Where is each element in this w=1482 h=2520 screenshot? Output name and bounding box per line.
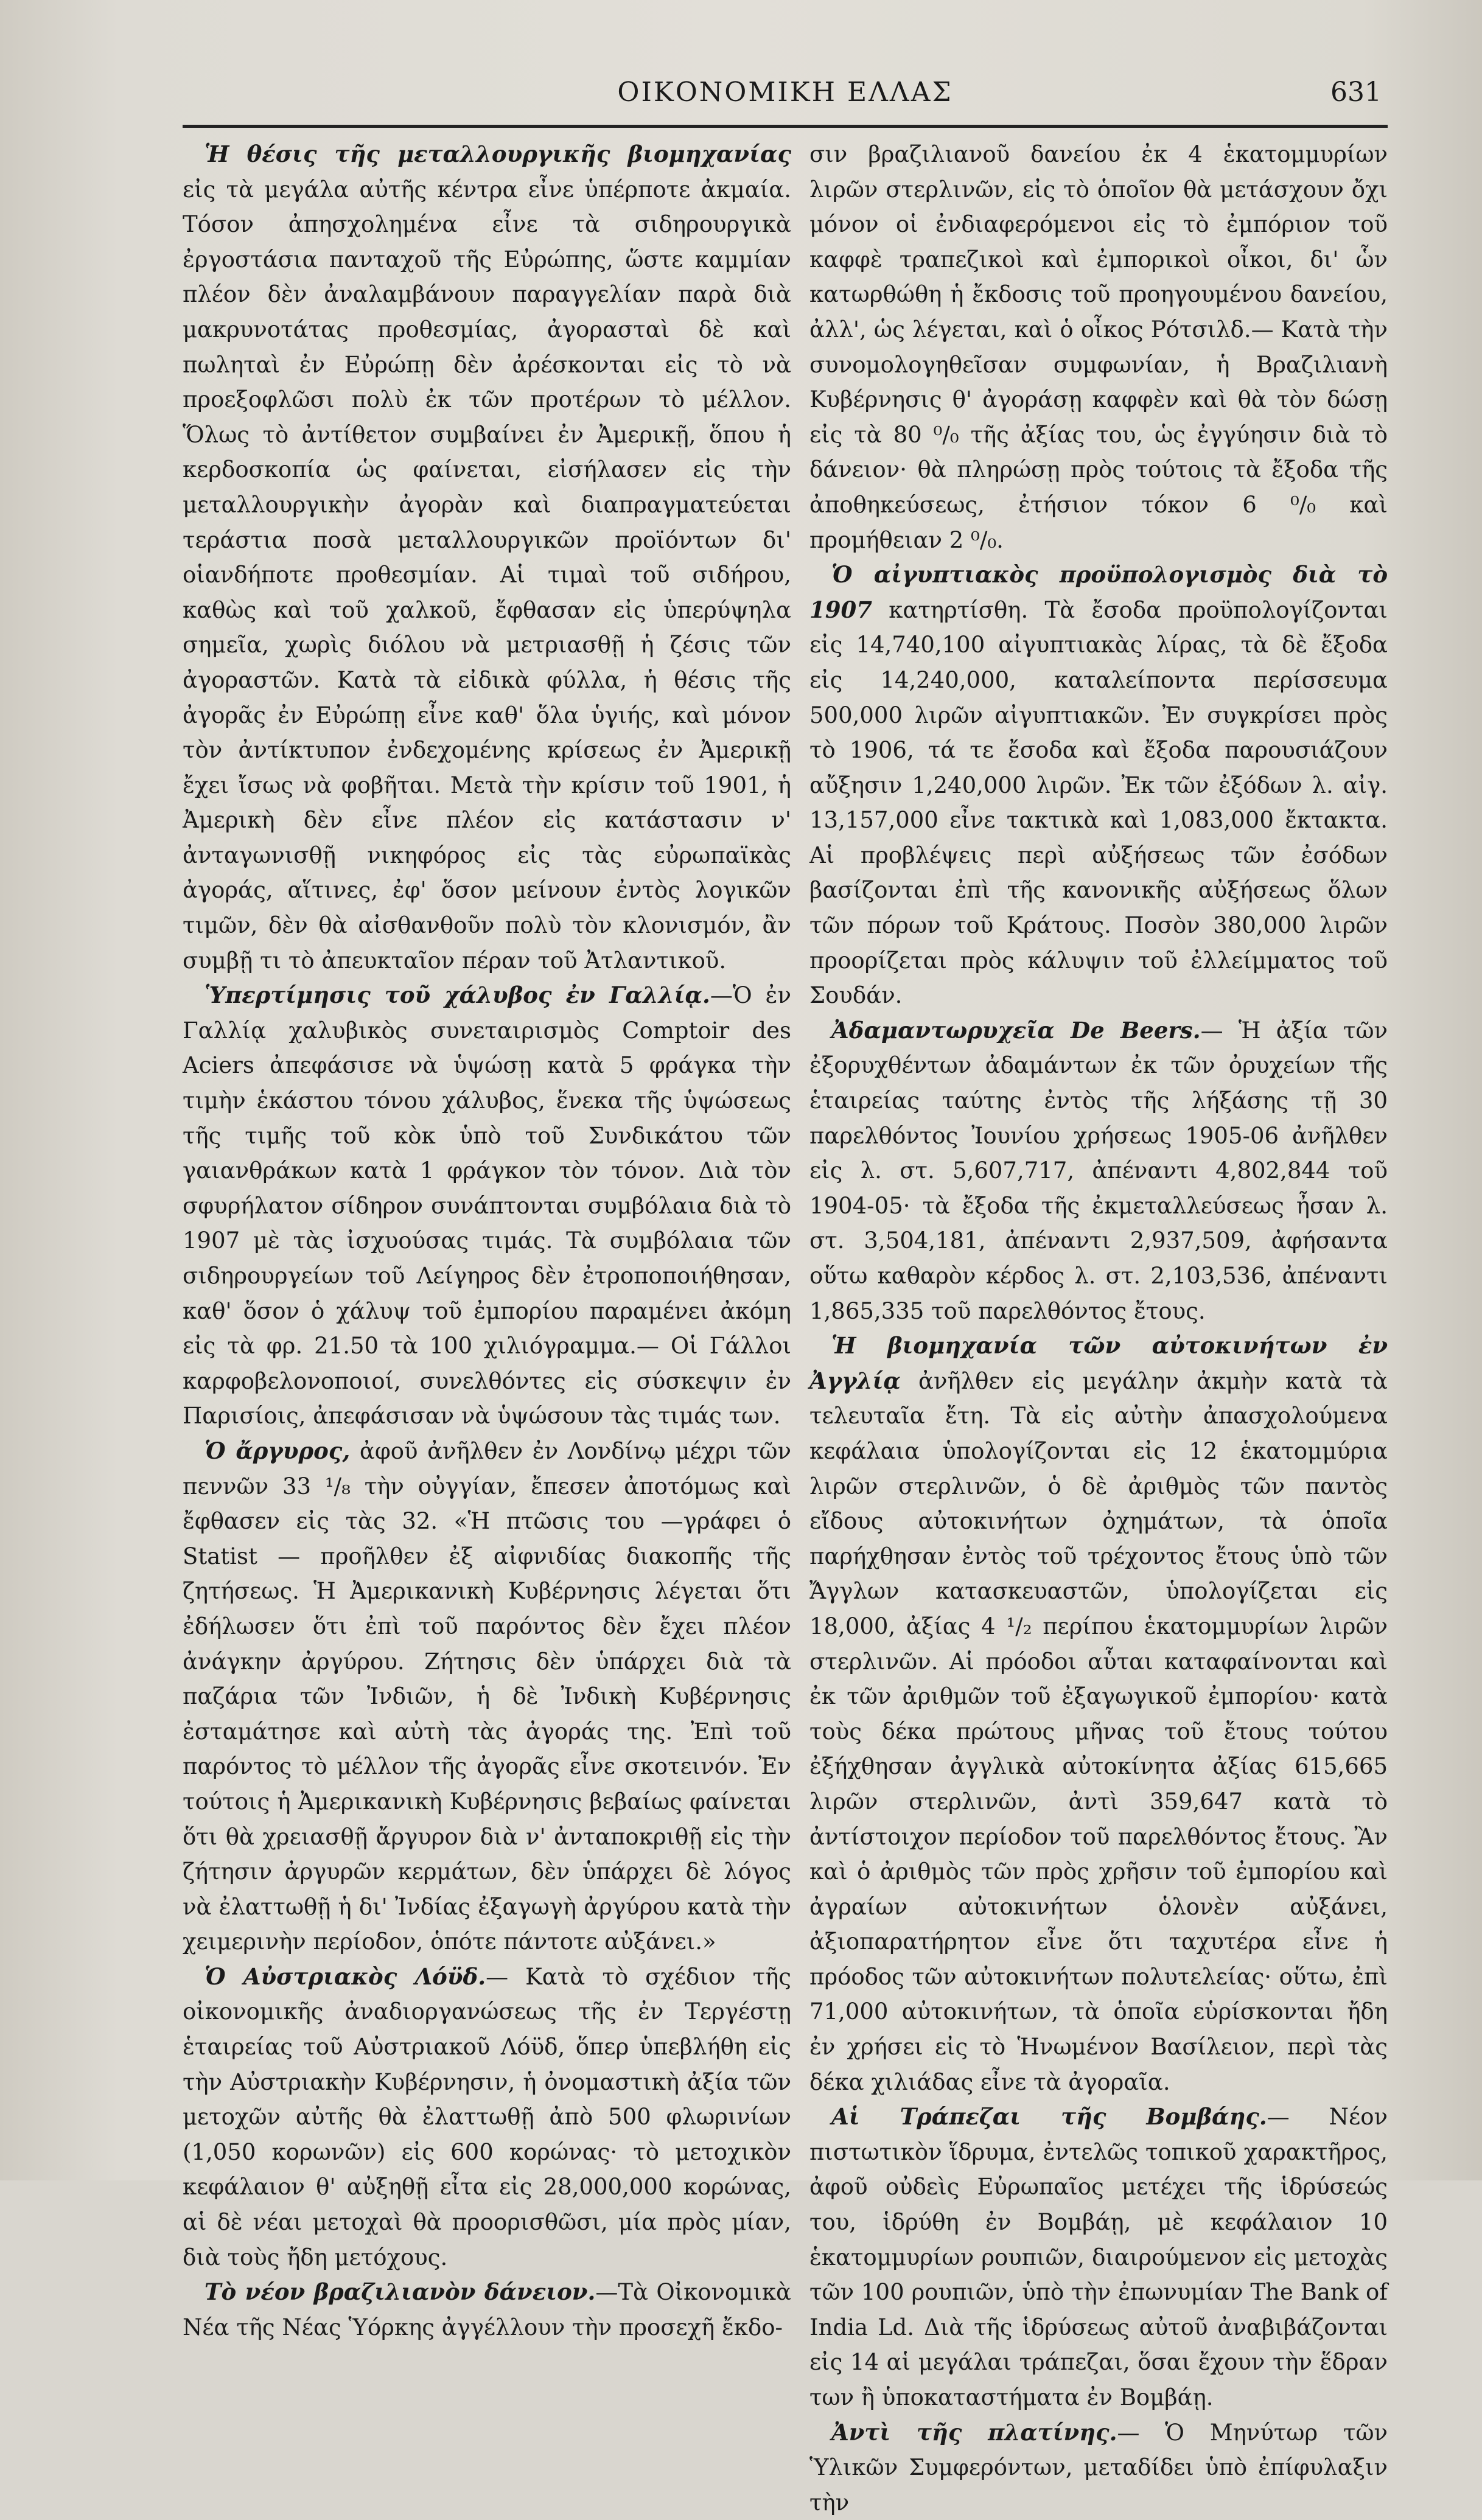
header-rule (183, 125, 1388, 128)
article-brazilian-loan (183, 2275, 791, 2345)
article-heading: Ἀντὶ τῆς πλατίνης. (831, 2418, 1117, 2446)
article-body: — Ὁ Μηνύτωρ τῶν Ὑλικῶν Συμφερόντων, μεταδίδει ὑπὸ ἐπίφυλαξιν τὴν (809, 2419, 1388, 2516)
article-body: ἀφοῦ ἀνῆλθεν ἐν Λονδίνῳ μέχρι τῶν πεννῶν 33 ¹/₈ τὴν οὐγγίαν, ἔπεσεν ἀποτόμως καὶ ἔφθασεν εἰς τὰς 32. «Ἡ πτῶσις του —γράφει ὁ Statist — προῆλθεν ἐξ αἰφνιδίας διακοπῆς τῆς ζητήσεως. Ἡ Ἀμερικανικὴ Κυβέρνησις λέγεται ὅτι ἐδήλωσεν ὅτι ἐπὶ τοῦ παρόντος δὲν ἔχει πλέον ἀνάγκην ἀργύρου. Ζήτησις δὲν ὑπάρχει διὰ τὰ παζάρια τῶν Ἰνδιῶν, ἡ δὲ Ἰνδικὴ Κυβέρνησις ἐσταμάτησε καὶ αὐτὴ τὰς ἀγοράς της. Ἐπὶ τοῦ παρόντος τὸ μέλλον τῆς ἀγορᾶς εἶνε σκοτεινόν. Ἐν τούτοις ἡ Ἀμερικανικὴ Κυβέρνησις βεβαίως φαίνεται ὅτι θὰ χρειασθῇ ἄργυρον διὰ ν' ἀνταποκριθῇ εἰς τὴν ζήτησιν ἀργυρῶν κερμάτων, δὲν ὑπάρχει δὲ λόγος νὰ ἐλαττωθῇ ἡ δι' Ἰνδίας ἐξαγωγὴ ἀργύρου κατὰ τὴν χειμερινὴν περίοδον, ὁπότε πάντοτε αὐξάνει.» (183, 1437, 791, 1955)
right-column (809, 137, 1388, 2520)
article-heading: Τὸ νέον βραζιλιανὸν δάνειον. (204, 2278, 596, 2306)
article-austrian-lloyd (183, 1960, 791, 2275)
article-brazilian-loan-continued (809, 137, 1388, 557)
article-body: κατηρτίσθη. Τὰ ἔσοδα προϋπολογίζονται εἰς 14,740,100 αἰγυπτιακὰς λίρας, τὰ δὲ ἔξοδα εἰς 14,240,000, καταλείποντα περίσσευμα 500,000 λιρῶν αἰγυπτιακῶν. Ἐν συγκρίσει πρὸς τὸ 1906, τά τε ἔσοδα καὶ ἔξοδα παρουσιάζουν αὔξησιν 1,240,000 λιρῶν. Ἐκ τῶν ἐξόδων λ. αἰγ. 13,157,000 εἶνε τακτικὰ καὶ 1,083,000 ἔκτακτα. Αἱ προβλέψεις περὶ αὐξήσεως τῶν ἐσόδων βασίζονται ἐπὶ τῆς κανονικῆς αὐξήσεως ὅλων τῶν πόρων τοῦ Κράτους. Ποσὸν 380,000 λιρῶν προορίζεται πρὸς κάλυψιν τοῦ ἐλλείμματος τοῦ Σουδάν. (809, 596, 1388, 1009)
article-heading: Ἡ βιομηχανία τῶν αὐτοκινήτων ἐν Ἀγγλίᾳ (809, 1332, 1388, 1394)
article-platinum (809, 2415, 1388, 2520)
article-metallurgy (183, 137, 791, 978)
article-bombay-banks (809, 2099, 1388, 2415)
running-head (183, 68, 1388, 117)
running-title: ΟΙΚΟΝΟΜΙΚΗ ΕΛΛΑΣ (617, 77, 953, 108)
article-heading: Αἱ Τράπεζαι τῆς Βομβάης. (831, 2103, 1267, 2131)
left-column (183, 137, 791, 2345)
article-heading: Ὁ αἰγυπτιακὸς προϋπολογισμὸς διὰ τὸ 1907 (809, 561, 1388, 623)
article-steel-france (183, 978, 791, 1434)
article-body: —Ὁ ἐν Γαλλίᾳ χαλυβικὸς συνεταιρισμὸς Comptoir des Aciers ἀπεφάσισε νὰ ὑψώσῃ κατὰ 5 φράγκα τὴν τιμὴν ἑκάστου τόνου χάλυβος, ἕνεκα τῆς ὑψώσεως τῆς τιμῆς τοῦ κὸκ ὑπὸ τοῦ Συνδικάτου τῶν γαιανθράκων κατὰ 1 φράγκον τὸν τόνον. Διὰ τὸν σφυρήλατον σίδηρον συνάπτονται συμβόλαια διὰ τὸ 1907 μὲ τὰς ἰσχυούσας τιμάς. Τὰ συμβόλαια τῶν σιδηρουργείων τοῦ Λείγηρος δὲν ἐτροποποιήθησαν, καθ' ὅσον ὁ χάλυψ τοῦ ἐμπορίου παραμένει ἀκόμη εἰς τὰ φρ. 21.50 τὰ 100 χιλιόγραμμα.— Οἱ Γάλλοι καρφοβελονοποιοί, συνελθόντες εἰς σύσκεψιν ἐν Παρισίοις, ἀπεφάσισαν νὰ ὑψώσουν τὰς τιμάς των. (183, 982, 792, 1429)
article-heading: Ἀδαμαντωρυχεῖα De Beers. (831, 1016, 1201, 1044)
article-body: εἰς τὰ μεγάλα αὐτῆς κέντρα εἶνε ὑπέρποτε ἀκμαία. Τόσον ἀπησχολημένα εἶνε τὰ σιδηρουργικὰ ἐργοστάσια πανταχοῦ τῆς Εὐρώπης, ὥστε καμμίαν πλέον δὲν ἀναλαμβάνουν παραγγελίαν παρὰ διὰ μακρυνοτάτας προθεσμίας, ἀγορασταὶ δὲ καὶ πωληταὶ ἐν Εὐρώπῃ δὲν ἀρέσκονται εἰς τὸ νὰ προεξοφλῶσι πολὺ ἐκ τῶν προτέρων τὸ μέλλον. Ὅλως τὸ ἀντίθετον συμβαίνει ἐν Ἀμερικῇ, ὅπου ἡ κερδοσκοπία ὡς φαίνεται, εἰσήλασεν εἰς τὴν μεταλλουργικὴν ἀγορὰν καὶ διαπραγματεύεται τεράστια ποσὰ μεταλλουργικῶν προϊόντων δι' οἱανδήποτε προθεσμίαν. Αἱ τιμαὶ τοῦ σιδήρου, καθὼς καὶ τοῦ χαλκοῦ, ἔφθασαν εἰς ὑπερύψηλα σημεῖα, χωρὶς διόλου νὰ μετριασθῇ ἡ ζέσις τῶν ἀγοραστῶν. Κατὰ τὰ εἰδικὰ φύλλα, ἡ θέσις τῆς ἀγορᾶς ἐν Εὐρώπῃ εἶνε καθ' ὅλα ὑγιής, καὶ μόνον τὸν ἀντίκτυπον ἐνδεχομένης κρίσεως ἐν Ἀμερικῇ ἔχει ἴσως νὰ φοβῆται. Μετὰ τὴν κρίσιν τοῦ 1901, ἡ Ἀμερικὴ δὲν εἶνε πλέον εἰς κατάστασιν ν' ἀνταγωνισθῇ νικηφόρος εἰς τὰς εὐρωπαϊκὰς ἀγοράς, αἵτινες, ἐφ' ὅσον μείνουν ἐντὸς λογικῶν τιμῶν, δὲν θὰ αἰσθανθοῦν πολὺ τὸν κλονισμόν, ἂν συμβῇ τι τὸ ἀπευκταῖον πέραν τοῦ Ἀτλαντικοῦ. (183, 176, 791, 974)
article-egyptian-budget (809, 557, 1388, 1013)
article-body: — Ἡ ἀξία τῶν ἐξορυχθέντων ἀδαμάντων ἐκ τῶν ὀρυχείων τῆς ἑταιρείας ταύτης ἐντὸς τῆς λήξάσης τῇ 30 παρελθόντος Ἰουνίου χρήσεως 1905-06 ἀνῆλθεν εἰς λ. στ. 5,607,717, ἀπέναντι 4,802,844 τοῦ 1904-05· τὰ ἔξοδα τῆς ἐκμεταλλεύσεως ἦσαν λ. στ. 3,504,181, ἀπέναντι 2,937,509, ἀφήσαντα οὕτω καθαρὸν κέρδος λ. στ. 2,103,536, ἀπέναντι 1,865,335 τοῦ παρελθόντος ἔτους. (809, 1017, 1388, 1324)
article-de-beers (809, 1013, 1388, 1328)
article-body: —Τὰ Οἰκονομικὰ Νέα τῆς Νέας Ὑόρκης ἀγγέλλουν τὴν προσεχῆ ἔκδο- (183, 2279, 791, 2340)
article-heading: Ἡ θέσις τῆς μεταλλουργικῆς βιομηχανίας (204, 141, 791, 167)
article-automobiles-england (809, 1328, 1388, 2099)
article-silver (183, 1434, 791, 1960)
article-body: — Κατὰ τὸ σχέδιον τῆς οἰκονομικῆς ἀναδιοργανώσεως τῆς ἐν Τεργέστῃ ἑταιρείας τοῦ Αὐστριακοῦ Λόϋδ, ὅπερ ὑπεβλήθη εἰς τὴν Αὐστριακὴν Κυβέρνησιν, ἡ ὀνομαστικὴ ἀξία τῶν μετοχῶν αὐτῆς θὰ ἐλαττωθῇ ἀπὸ 500 φλωρινίων (1,050 κορωνῶν) εἰς 600 κορώνας· τὸ μετοχικὸν κεφάλαιον θ' αὐξηθῇ εἶτα εἰς 28,000,000 κορώνας, αἱ δὲ νέαι μετοχαὶ θὰ προορισθῶσι, μία πρὸς μίαν, διὰ τοὺς ἤδη μετόχους. (183, 1963, 791, 2270)
article-heading: Ὑπερτίμησις τοῦ χάλυβος ἐν Γαλλίᾳ. (204, 982, 710, 1009)
article-body: ἀνῆλθεν εἰς μεγάλην ἀκμὴν κατὰ τὰ τελευταῖα ἔτη. Τὰ εἰς αὐτὴν ἀπασχολούμενα κεφάλαια ὑπολογίζονται εἰς 12 ἑκατομμύρια λιρῶν στερλινῶν, ὁ δὲ ἀριθμὸς τῶν παντὸς εἴδους αὐτοκινήτων ὀχημάτων, τὰ ὁποῖα παρήχθησαν ἐντὸς τοῦ τρέχοντος ἔτους ὑπὸ τῶν Ἄγγλων κατασκευαστῶν, ὑπολογίζεται εἰς 18,000, ἀξίας 4 ¹/₂ περίπου ἑκατομμυρίων λιρῶν στερλινῶν. Αἱ πρόοδοι αὗται καταφαίνονται καὶ ἐκ τῶν ἀριθμῶν τοῦ ἐξαγωγικοῦ ἐμπορίου· κατὰ τοὺς δέκα πρώτους μῆνας τοῦ ἔτους τούτου ἐξήχθησαν ἀγγλικὰ αὐτοκίνητα ἀξίας 615,665 λιρῶν στερλινῶν, ἀντὶ 359,647 κατὰ τὸ ἀντίστοιχον περίοδον τοῦ παρελθόντος ἔτους. Ἂν καὶ ὁ ἀριθμὸς τῶν πρὸς χρῆσιν τοῦ ἐμπορίου καὶ ἀγραίων αὐτοκινήτων ὁλονὲν αὐξάνει, ἀξιοπαρατήρητον εἶνε ὅτι ταχυτέρα εἶνε ἡ πρόοδος τῶν αὐτοκινήτων πολυτελείας· οὕτω, ἐπὶ 71,000 αὐτοκινήτων, τὰ ὁποῖα εὑρίσκονται ἤδη ἐν χρήσει εἰς τὸ Ἡνωμένον Βασίλειον, περὶ τὰς δέκα χιλιάδας εἶνε τὰ ἀγοραῖα. (809, 1367, 1388, 2095)
page-number: 631 (1330, 77, 1382, 108)
article-body: — Νέον πιστωτικὸν ἵδρυμα, ἐντελῶς τοπικοῦ χαρακτῆρος, ἀφοῦ οὐδεὶς Εὐρωπαῖος μετέχει τῆς ἱδρύσεώς του, ἱδρύθη ἐν Βομβάῃ, μὲ κεφάλαιον 10 ἑκατομμυρίων ρουπιῶν, διαιρούμενον εἰς μετοχὰς τῶν 100 ρουπιῶν, ὑπὸ τὴν ἐπωνυμίαν The Bank of India Ld. Διὰ τῆς ἱδρύσεως αὐτοῦ ἀναβιβάζονται εἰς 14 αἱ μεγάλαι τράπεζαι, ὅσαι ἔχουν τὴν ἕδραν των ἢ ὑποκαταστήματα ἐν Βομβάῃ. (809, 2104, 1388, 2410)
article-body: σιν βραζιλιανοῦ δανείου ἐκ 4 ἑκατομμυρίων λιρῶν στερλινῶν, εἰς τὸ ὁποῖον θὰ μετάσχουν ὄχι μόνον οἱ ἐνδιαφερόμενοι εἰς τὸ ἐμπόριον τοῦ καφφὲ τραπεζικοὶ καὶ ἐμπορικοὶ οἶκοι, δι' ὧν κατωρθώθη ἡ ἔκδοσις τοῦ προηγουμένου δανείου, ἀλλ', ὡς λέγεται, καὶ ὁ οἶκος Ρότσιλδ.— Κατὰ τὴν συνομολογηθεῖσαν συμφωνίαν, ἡ Βραζιλιανὴ Κυβέρνησις θ' ἀγοράσῃ καφφὲν καὶ θὰ τὸν δώσῃ εἰς τὰ 80 ⁰/₀ τῆς ἀξίας του, ὡς ἐγγύησιν διὰ τὸ δάνειον· θὰ πληρώσῃ πρὸς τούτοις τὰ ἔξοδα τῆς ἀποθηκεύσεως, ἐτήσιον τόκον 6 ⁰/₀ καὶ προμήθειαν 2 ⁰/₀. (809, 141, 1388, 553)
article-heading: Ὁ Αὐστριακὸς Λόϋδ. (204, 1963, 486, 1990)
article-heading: Ὁ ἄργυρος, (204, 1437, 351, 1464)
